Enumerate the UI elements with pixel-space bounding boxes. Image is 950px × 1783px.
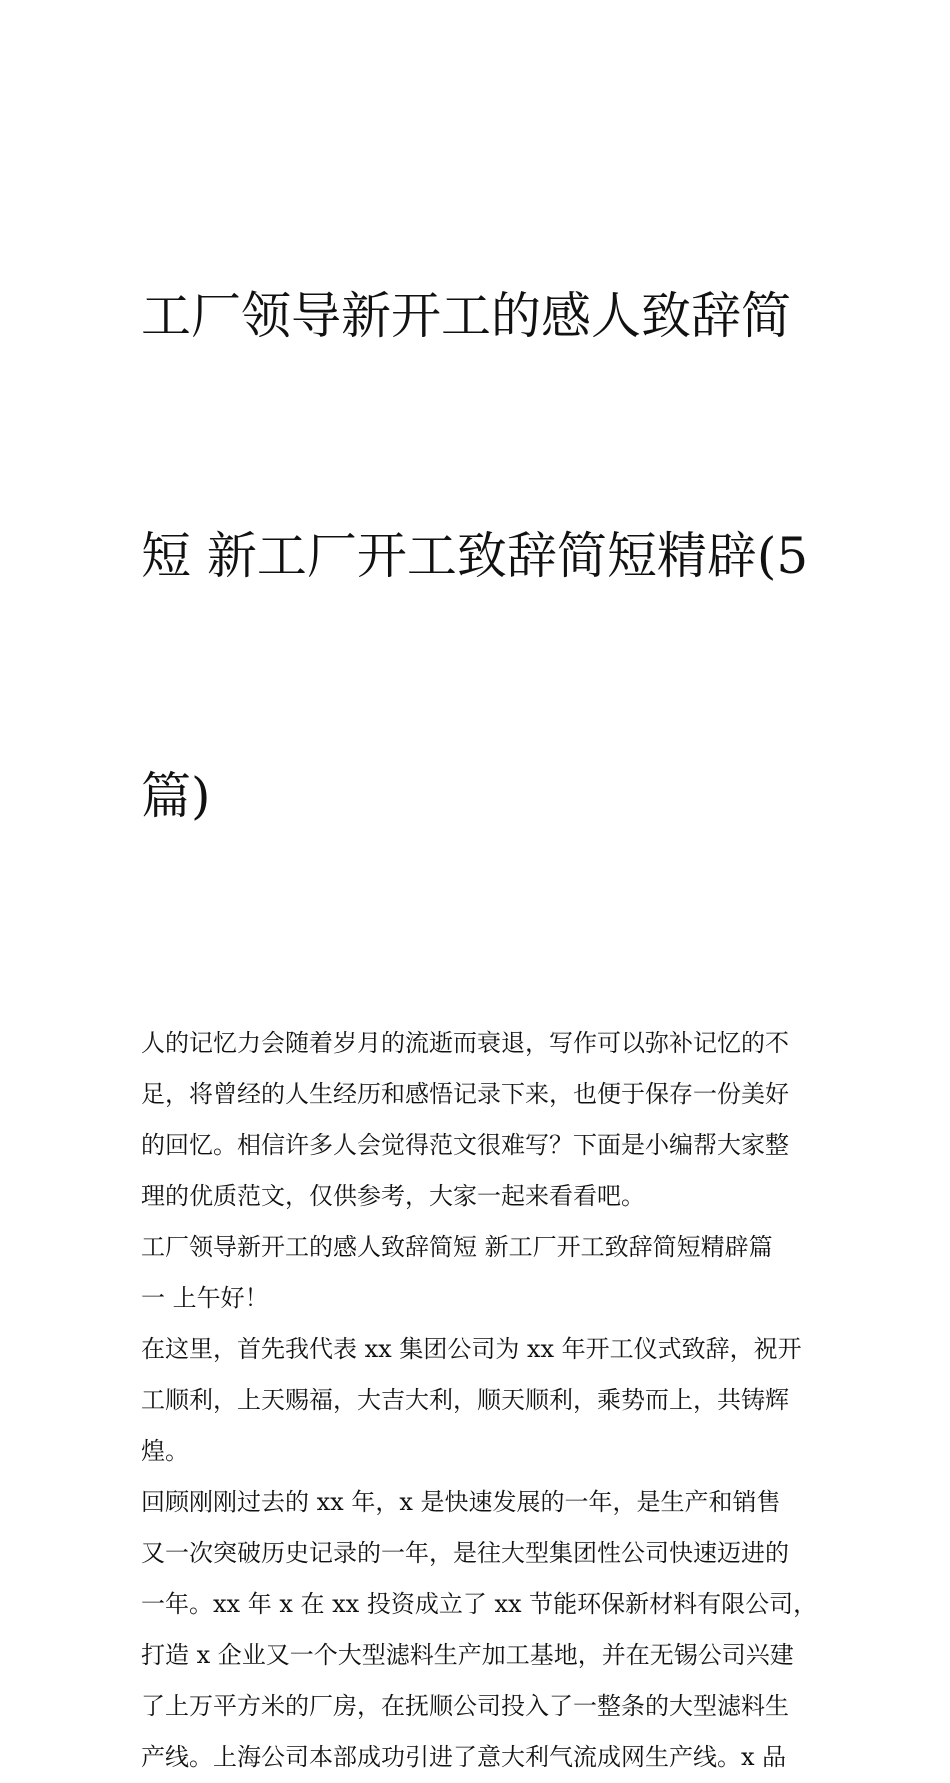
greeting-paragraph (141, 1324, 813, 1477)
section-heading-paragraph (141, 1222, 813, 1324)
text-line: 煌。 (141, 1437, 189, 1465)
text-line: 产线。上海公司本部成功引进了意大利气流成网生产线。x 品 (141, 1743, 787, 1771)
document-title (141, 116, 813, 996)
document-content (141, 116, 818, 1783)
text-line: 的回忆。相信许多人会觉得范文很难写？下面是小编帮大家整 (141, 1131, 789, 1159)
text-line: 工顺利，上天赐福，大吉大利，顺天顺利，乘势而上，共铸辉 (141, 1386, 789, 1414)
text-line: 理的优质范文，仅供参考，大家一起来看看吧。 (141, 1182, 645, 1210)
review-paragraph (141, 1477, 818, 1783)
intro-paragraph (141, 1018, 813, 1222)
text-line: 一年。xx 年 x 在 xx 投资成立了 xx 节能环保新材料有限公司， (141, 1590, 818, 1618)
title-line: 工厂领导新开工的感人致辞简 (141, 287, 791, 345)
text-line: 又一次突破历史记录的一年，是往大型集团性公司快速迈进的 (141, 1539, 789, 1567)
title-line: 短 新工厂开工致辞简短精辟(5 (141, 527, 809, 585)
text-line: 在这里，首先我代表 xx 集团公司为 xx 年开工仪式致辞，祝开 (141, 1335, 802, 1363)
text-line: 人的记忆力会随着岁月的流逝而衰退，写作可以弥补记忆的不 (141, 1029, 789, 1057)
text-line: 足，将曾经的人生经历和感悟记录下来，也便于保存一份美好 (141, 1080, 789, 1108)
text-line: 了上万平方米的厂房，在抚顺公司投入了一整条的大型滤料生 (141, 1692, 789, 1720)
text-line: 一 上午好！ (141, 1284, 269, 1312)
document-body (141, 1018, 818, 1783)
text-line: 打造 x 企业又一个大型滤料生产加工基地，并在无锡公司兴建 (141, 1641, 794, 1669)
text-line: 工厂领导新开工的感人致辞简短 新工厂开工致辞简短精辟篇 (141, 1233, 773, 1261)
text-line: 回顾刚刚过去的 xx 年，x 是快速发展的一年，是生产和销售 (141, 1488, 781, 1516)
title-line: 篇) (141, 767, 211, 825)
